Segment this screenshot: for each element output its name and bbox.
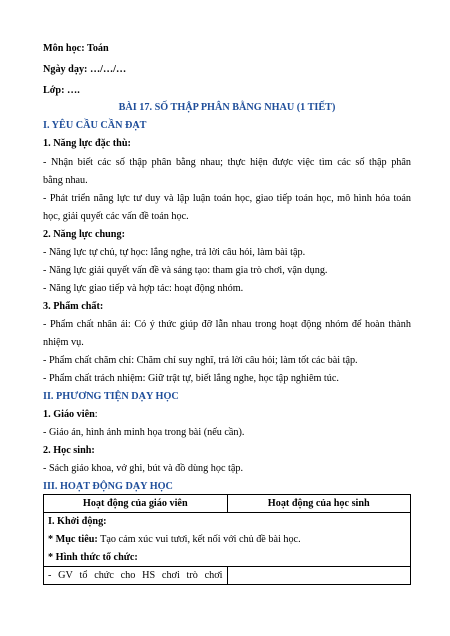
lesson-title: BÀI 17. SỐ THẬP PHÂN BẰNG NHAU (1 TIẾT) bbox=[118, 102, 336, 113]
teacher-activity-header: Hoạt động của giáo viên bbox=[44, 495, 228, 513]
activity-table bbox=[43, 494, 411, 585]
teacher-activity-text: - GV tổ chức cho HS chơi trò chơi bbox=[48, 570, 223, 581]
specific-competence-line-1: - Nhận biết các số thập phân bằng nhau; thực hiện được việc tìm các số thập phân bbox=[43, 157, 411, 168]
warmup-goal bbox=[48, 533, 406, 546]
warmup-goal-text: Tạo cảm xúc vui tươi, kết nối với chủ đề bài học. bbox=[97, 534, 301, 545]
teacher-materials-heading bbox=[43, 408, 411, 421]
student-materials-line-1: - Sách giáo khoa, vở ghi, bút và đồ dùng học tập. bbox=[43, 463, 244, 474]
warmup-title: I. Khởi động: bbox=[48, 516, 107, 527]
student-activity-cell bbox=[227, 567, 411, 585]
warmup-form-label: * Hình thức tổ chức: bbox=[48, 552, 138, 563]
qualities-line-2: - Phẩm chất chăm chỉ: Chăm chỉ suy nghĩ, trả lời câu hỏi; làm tốt các bài tập. bbox=[43, 355, 358, 366]
general-competence-heading: 2. Năng lực chung: bbox=[43, 229, 125, 240]
grade-line: Lớp: …. bbox=[43, 85, 80, 96]
teacher-materials-line-1: - Giáo án, hình ảnh minh họa trong bài (nếu cần). bbox=[43, 427, 245, 438]
subject-line: Môn học: Toán bbox=[43, 43, 109, 54]
teacher-materials-colon: : bbox=[94, 409, 98, 420]
teacher-activity-cell bbox=[44, 567, 228, 585]
student-activity-header: Hoạt động của học sinh bbox=[227, 495, 411, 513]
general-competence-line-1: - Năng lực tự chủ, tự học: lắng nghe, trả lời câu hỏi, làm bài tập. bbox=[43, 247, 306, 258]
qualities-line-1-cont: nhiệm vụ. bbox=[43, 337, 84, 348]
specific-competence-line-2: - Phát triển năng lực tư duy và lập luận toán học, giao tiếp toán học, mô hình hóa toán bbox=[43, 193, 411, 204]
qualities-line-3: - Phẩm chất trách nhiệm: Giữ trật tự, biết lắng nghe, học tập nghiêm túc. bbox=[43, 373, 339, 384]
specific-competence-heading: 1. Năng lực đặc thù: bbox=[43, 138, 131, 149]
general-competence-line-3: - Năng lực giao tiếp và hợp tác: hoạt động nhóm. bbox=[43, 283, 244, 294]
table-row bbox=[44, 567, 411, 585]
date-line: Ngày dạy: …/…/… bbox=[43, 64, 127, 75]
student-materials-heading: 2. Học sinh: bbox=[43, 445, 95, 456]
section-requirements-heading: I. YÊU CẦU CẦN ĐẠT bbox=[43, 120, 147, 131]
section-materials-heading: II. PHƯƠNG TIỆN DẠY HỌC bbox=[43, 391, 179, 402]
teacher-materials-label: 1. Giáo viên bbox=[43, 409, 95, 420]
section-activities-heading: III. HOẠT ĐỘNG DẠY HỌC bbox=[43, 481, 173, 492]
table-row bbox=[44, 513, 411, 567]
warmup-goal-label: * Mục tiêu: bbox=[48, 534, 98, 545]
qualities-line-1: - Phẩm chất nhân ái: Có ý thức giúp đỡ lẫn nhau trong hoạt động nhóm để hoàn thành bbox=[43, 319, 411, 330]
warmup-cell bbox=[44, 513, 411, 567]
table-header-row bbox=[44, 495, 411, 513]
qualities-heading: 3. Phẩm chất: bbox=[43, 301, 104, 312]
general-competence-line-2: - Năng lực giải quyết vấn đề và sáng tạo: tham gia trò chơi, vận dụng. bbox=[43, 265, 328, 276]
specific-competence-line-2-cont: học, giải quyết các vấn đề toán học. bbox=[43, 211, 189, 222]
specific-competence-line-1-cont: bằng nhau. bbox=[43, 175, 88, 186]
